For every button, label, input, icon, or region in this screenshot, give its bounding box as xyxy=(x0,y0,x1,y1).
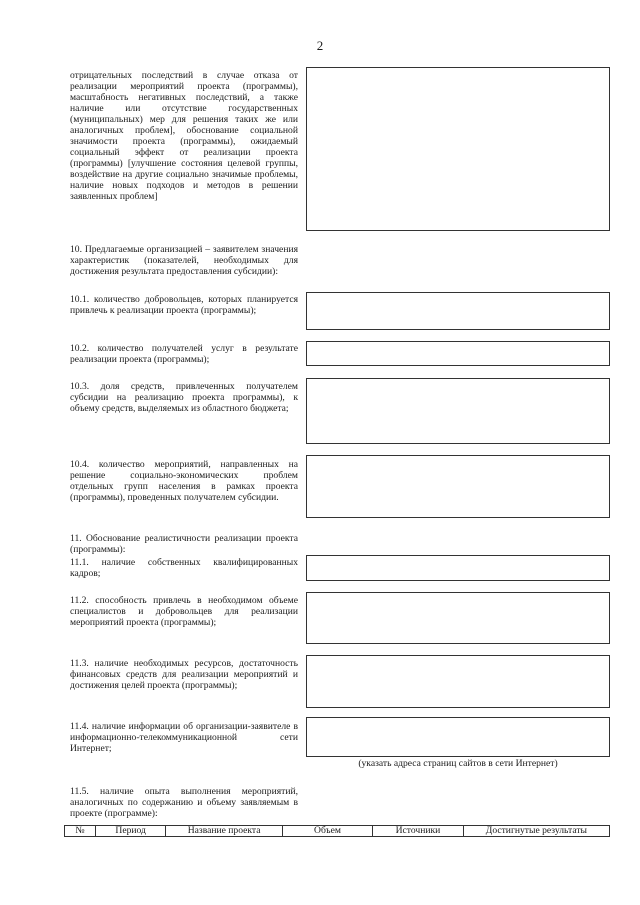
item-10-3-label: 10.3. доля средств, привлеченных получателем субсидии на реализацию проекта программы), к объему средств, выделяемых из областного бюджета; xyxy=(70,381,298,414)
section-9-answer-box[interactable] xyxy=(306,67,610,231)
section-9-continuation: отрицательных последствий в случае отказа от реализации мероприятий проекта (программы), масштабность негативных последствий, а также наличие или отсутствие государственных (муниципальных) мер для решения таких же или аналогичных проблем], обоснование социальной значимости проекта (программы), ожидаемый социальный эффект от реализации проекта (программы) [улучшение состояния целевой группы, воздействие на другие социально значимые проблемы, наличие новых подходов и методов в решении заявленных проблем] xyxy=(70,70,298,202)
item-10-3-answer-box[interactable] xyxy=(306,378,610,444)
item-10-1-answer-box[interactable] xyxy=(306,292,610,330)
item-11-3-label: 11.3. наличие необходимых ресурсов, достаточность финансовых средств для реализации мероприятий и достижения целей проекта (программы); xyxy=(70,658,298,691)
section-11-heading: 11. Обоснование реалистичности реализации проекта (программы): xyxy=(70,533,298,555)
page-number: 2 xyxy=(316,38,324,53)
header-number: № xyxy=(65,826,96,837)
experience-table xyxy=(64,825,610,837)
item-10-2-answer-box[interactable] xyxy=(306,341,610,366)
internet-address-note: (указать адреса страниц сайтов в сети Интернет) xyxy=(358,758,558,769)
item-11-1-label: 11.1. наличие собственных квалифицированных кадров; xyxy=(70,557,298,579)
item-11-1-answer-box[interactable] xyxy=(306,555,610,581)
item-11-4-answer-box[interactable] xyxy=(306,717,610,757)
item-10-2-label: 10.2. количество получателей услуг в результате реализации проекта (программы); xyxy=(70,343,298,365)
table-header-row xyxy=(65,826,610,837)
header-period: Период xyxy=(95,826,166,837)
header-results: Достигнутые результаты xyxy=(463,826,609,837)
item-10-1-label: 10.1. количество добровольцев, которых планируется привлечь к реализации проекта (программы); xyxy=(70,294,298,316)
header-sources: Источники xyxy=(373,826,464,837)
item-11-5-label: 11.5. наличие опыта выполнения мероприятий, аналогичных по содержанию и объему заявляемым в проекте (программе): xyxy=(70,786,298,819)
section-10-heading: 10. Предлагаемые организацией – заявителем значения характеристик (показателей, необходимых для достижения результата предоставления субсидии): xyxy=(70,244,298,277)
item-11-2-label: 11.2. способность привлечь в необходимом объеме специалистов и добровольцев для реализации мероприятий проекта (программы); xyxy=(70,595,298,628)
item-11-2-answer-box[interactable] xyxy=(306,592,610,644)
item-10-4-label: 10.4. количество мероприятий, направленных на решение социально-экономических проблем отдельных групп населения в рамках проекта (программы), проведенных получателем субсидии. xyxy=(70,459,298,503)
item-10-4-answer-box[interactable] xyxy=(306,455,610,518)
header-project-name: Название проекта xyxy=(166,826,282,837)
item-11-3-answer-box[interactable] xyxy=(306,655,610,708)
header-volume: Объем xyxy=(282,826,372,837)
item-11-4-label: 11.4. наличие информации об организации-заявителе в информационно-телекоммуникационной сети Интернет; xyxy=(70,721,298,754)
